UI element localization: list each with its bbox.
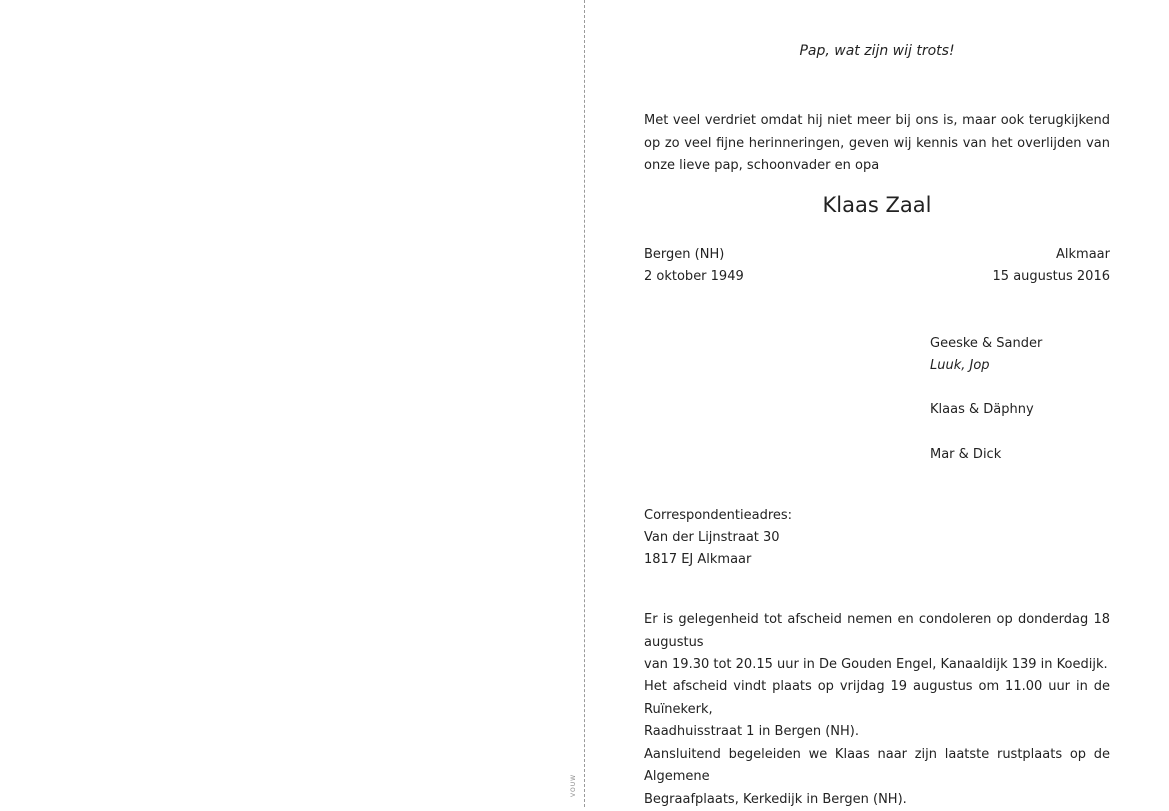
death-place: Alkmaar	[1056, 244, 1110, 267]
birth-date: 2 oktober 1949	[644, 266, 744, 289]
condolence-paragraph	[644, 609, 1110, 677]
birth-place: Bergen (NH)	[644, 244, 724, 267]
card-right-page	[644, 0, 1110, 807]
intro-text: Met veel verdriet omdat hij niet meer bij ons is, maar ook terugkijkend op zo veel fijne herinneringen, geven wij kennis van het overlijden van onze lieve pap, schoonvader en opa	[644, 110, 1110, 178]
farewell-paragraph	[644, 676, 1110, 811]
death-date: 15 augustus 2016	[993, 266, 1110, 289]
motto: Pap, wat zijn wij trots!	[644, 43, 1110, 59]
correspondence-label: Correspondentieadres:	[644, 505, 792, 528]
family-names-1: Geeske & Sander	[930, 333, 1042, 356]
farewell-line: Het afscheid vindt plaats op vrijdag 19 augustus om 11.00 uur in de Ruïnekerk,	[644, 676, 1110, 721]
deceased-name: Klaas Zaal	[644, 193, 1110, 217]
farewell-line: Aansluitend begeleiden we Klaas naar zijn laatste rustplaats op de Algemene	[644, 744, 1110, 789]
correspondence-city: 1817 EJ Alkmaar	[644, 549, 751, 572]
farewell-line: Raadhuisstraat 1 in Bergen (NH).	[644, 721, 1110, 744]
farewell-line: Begraafplaats, Kerkedijk in Bergen (NH).	[644, 789, 1110, 811]
family-names-3: Mar & Dick	[930, 444, 1001, 467]
family-children-1: Luuk, Jop	[930, 355, 990, 378]
condolence-line: Er is gelegenheid tot afscheid nemen en condoleren op donderdag 18 augustus	[644, 609, 1110, 654]
fold-label: VOUW	[570, 770, 582, 800]
condolence-line: van 19.30 tot 20.15 uur in De Gouden Engel, Kanaaldijk 139 in Koedijk.	[644, 654, 1110, 677]
correspondence-street: Van der Lijnstraat 30	[644, 527, 780, 550]
family-names-2: Klaas & Däphny	[930, 399, 1034, 422]
fold-line	[584, 0, 585, 807]
